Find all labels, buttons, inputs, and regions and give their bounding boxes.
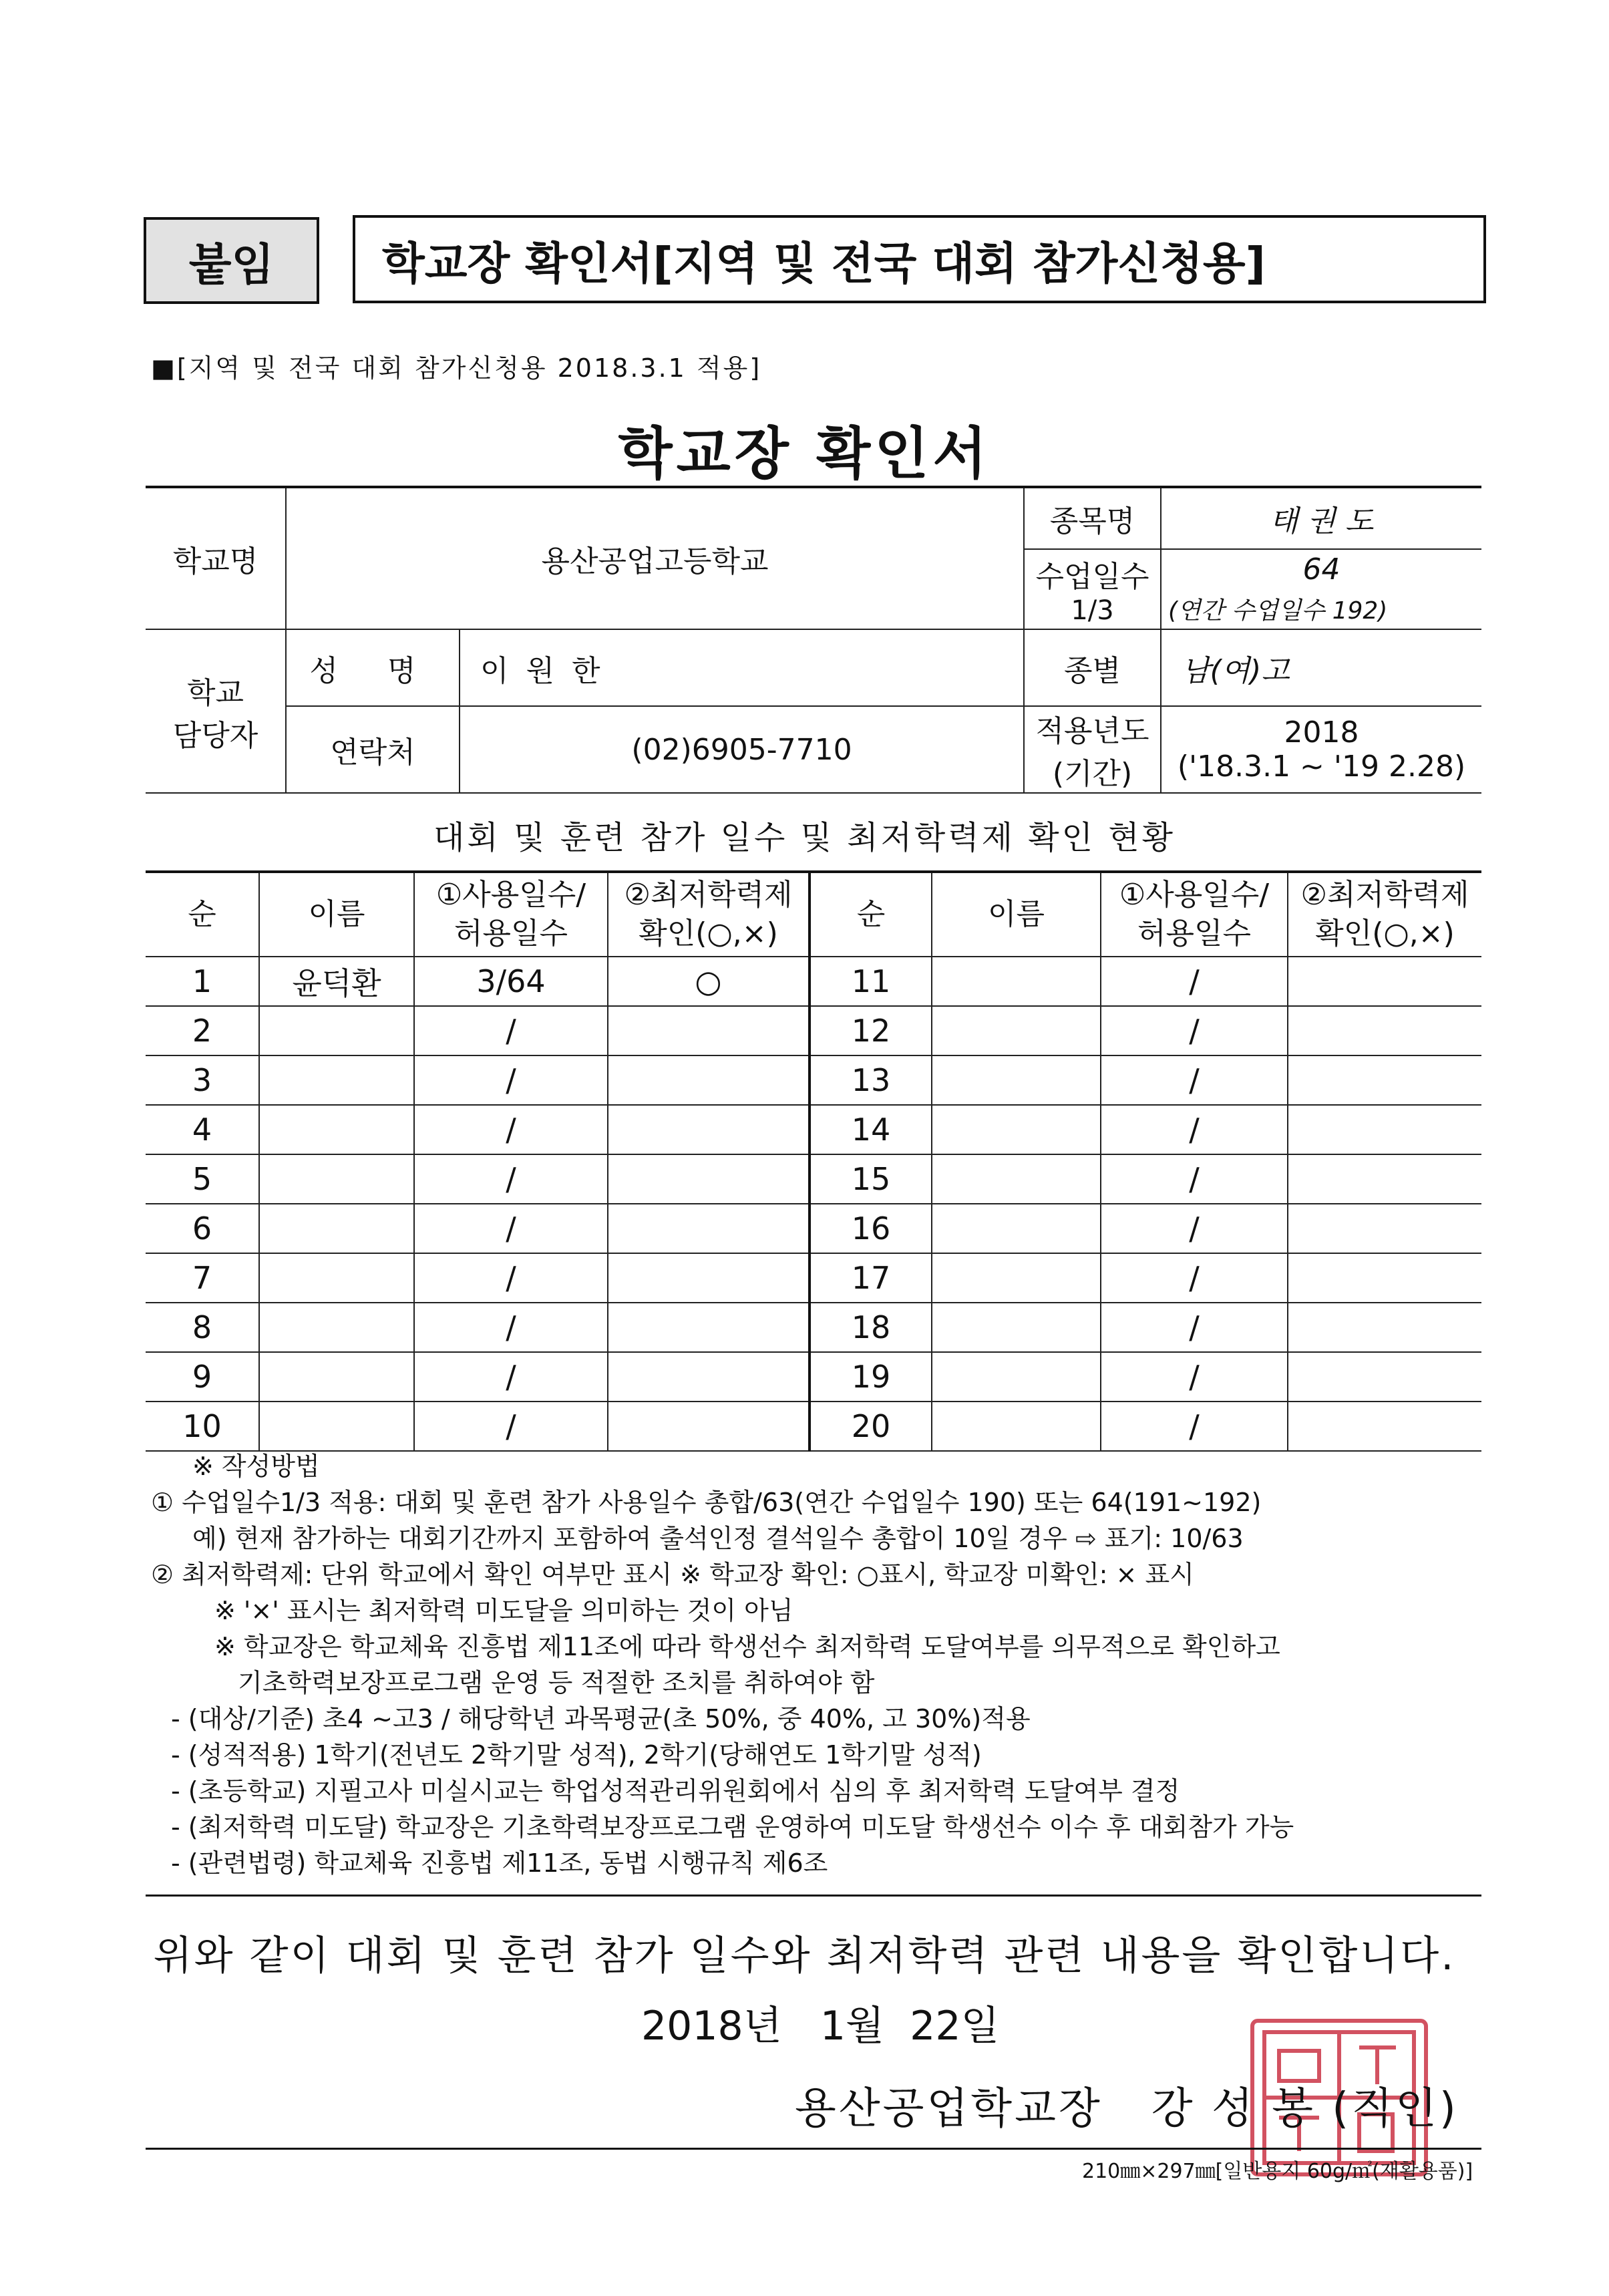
cell-days: / bbox=[1101, 1105, 1288, 1154]
cell-days: / bbox=[1101, 957, 1288, 1006]
table-row bbox=[146, 1253, 1481, 1303]
summary-title: 대회 및 훈련 참가 일수 및 최저학력제 확인 현황 bbox=[433, 819, 1176, 856]
paper-spec: 210㎜×297㎜[일반용지 60g/㎡(재활용품)] bbox=[1082, 2160, 1473, 2183]
manager-name: 이 원 한 bbox=[460, 629, 1024, 706]
cell-check bbox=[608, 1105, 810, 1154]
col-name-right: 이름 bbox=[932, 872, 1101, 957]
note-line: - (최저학력 미도달) 학교장은 기초학력보장프로그램 운영하여 미도달 학생선수 이수 후 대회참가 가능 bbox=[171, 1812, 1294, 1842]
col-days-left bbox=[414, 872, 608, 957]
cell-check bbox=[1288, 1402, 1481, 1451]
manager-label-1: 학교 bbox=[186, 675, 244, 710]
col-no-left: 순 bbox=[146, 872, 259, 957]
notes-heading: ※ 작성방법 bbox=[192, 1452, 320, 1481]
cell-name bbox=[932, 1352, 1101, 1402]
cell-days: / bbox=[414, 1402, 608, 1451]
note-line: ※ '×' 표시는 최저학력 미도달을 의미하는 것이 아님 bbox=[214, 1596, 793, 1625]
cell-name bbox=[932, 957, 1101, 1006]
cell-no: 8 bbox=[146, 1303, 259, 1352]
manager-label-2: 담당자 bbox=[172, 718, 258, 753]
class-days-fraction: 1/3 bbox=[1071, 595, 1114, 626]
table-row bbox=[146, 1105, 1481, 1154]
note-line: ※ 학교장은 학교체육 진흥법 제11조에 따라 학생선수 최저학력 도달여부를 의무적으로 확인하고 bbox=[214, 1632, 1280, 1661]
cell-name bbox=[259, 1352, 414, 1402]
name-label: 성 명 bbox=[286, 629, 460, 706]
contact-label: 연락처 bbox=[286, 706, 460, 793]
roster-body bbox=[146, 957, 1481, 1451]
cell-no: 18 bbox=[810, 1303, 932, 1352]
school-type-label: 종별 bbox=[1024, 629, 1161, 706]
cell-no: 9 bbox=[146, 1352, 259, 1402]
cell-days: / bbox=[1101, 1253, 1288, 1303]
instructions bbox=[151, 1448, 1487, 1881]
standard-note: ■[지역 및 전국 대회 참가신청용 2018.3.1 적용] bbox=[151, 353, 762, 383]
col-days-right-2: 허용일수 bbox=[1137, 917, 1251, 951]
col-min-right-1: ②최저학력제 bbox=[1300, 878, 1469, 912]
confirmation-statement: 위와 같이 대회 및 훈련 참가 일수와 최저학력 관련 내용을 확인합니다. bbox=[153, 1933, 1456, 1979]
cell-name bbox=[259, 1006, 414, 1055]
col-min-left bbox=[608, 872, 810, 957]
note-line: - (관련법령) 학교체육 진흥법 제11조, 동법 시행규칙 제6조 bbox=[171, 1848, 828, 1878]
cell-no: 10 bbox=[146, 1402, 259, 1451]
col-days-left-2: 허용일수 bbox=[454, 917, 568, 951]
cell-no: 7 bbox=[146, 1253, 259, 1303]
cell-check bbox=[1288, 1253, 1481, 1303]
cell-check bbox=[1288, 1055, 1481, 1105]
table-row bbox=[146, 1402, 1481, 1451]
class-days-label-text: 수업일수 bbox=[1035, 560, 1149, 594]
roster-table bbox=[146, 870, 1481, 1452]
table-row bbox=[146, 1303, 1481, 1352]
class-days-label bbox=[1024, 549, 1161, 629]
note-line: - (초등학교) 지필고사 미실시교는 학업성적관리위원회에서 심의 후 최저학력 도달여부 결정 bbox=[171, 1776, 1180, 1806]
table-row bbox=[146, 1204, 1481, 1253]
divider bbox=[146, 2148, 1481, 2150]
cell-no: 11 bbox=[810, 957, 932, 1006]
col-min-right-2: 확인(○,×) bbox=[1315, 917, 1455, 951]
cell-name bbox=[932, 1253, 1101, 1303]
issue-date: 2018년 1월 22일 bbox=[641, 2003, 1000, 2049]
col-min-left-1: ②최저학력제 bbox=[624, 878, 793, 912]
cell-check bbox=[608, 1055, 810, 1105]
note-line: - (성적적용) 1학기(전년도 2학기말 성적), 2학기(당해연도 1학기말 성적) bbox=[171, 1740, 982, 1770]
cell-days: / bbox=[414, 1303, 608, 1352]
attachment-tag: 붙임 bbox=[144, 217, 319, 304]
cell-check bbox=[608, 1303, 810, 1352]
cell-name bbox=[932, 1055, 1101, 1105]
contact-value: (02)6905-7710 bbox=[460, 706, 1024, 793]
cell-check bbox=[1288, 1204, 1481, 1253]
school-name: 용산공업고등학교 bbox=[286, 487, 1024, 629]
col-no-right: 순 bbox=[810, 872, 932, 957]
cell-name bbox=[932, 1154, 1101, 1204]
cell-days: / bbox=[414, 1105, 608, 1154]
manager-label bbox=[146, 629, 286, 793]
cell-no: 17 bbox=[810, 1253, 932, 1303]
cell-days: / bbox=[1101, 1352, 1288, 1402]
cell-no: 16 bbox=[810, 1204, 932, 1253]
cell-days: / bbox=[1101, 1402, 1288, 1451]
cell-days: / bbox=[1101, 1006, 1288, 1055]
cell-check: ○ bbox=[608, 957, 810, 1006]
sport-value: 태 권 도 bbox=[1161, 487, 1481, 549]
cell-no: 4 bbox=[146, 1105, 259, 1154]
col-days-left-1: ①사용일수/ bbox=[435, 878, 586, 912]
year-label-1: 적용년도 bbox=[1035, 714, 1149, 748]
year-text: 2018 bbox=[1284, 715, 1359, 750]
cell-days: / bbox=[414, 1352, 608, 1402]
period-text: ('18.3.1 ~ '19 2.28) bbox=[1177, 750, 1466, 784]
document-title: 학교장 확인서 bbox=[618, 421, 991, 486]
table-row bbox=[146, 1154, 1481, 1204]
col-days-right bbox=[1101, 872, 1288, 957]
cell-no: 13 bbox=[810, 1055, 932, 1105]
signer: 용산공업학교장 강 성 봉 (직인) bbox=[795, 2084, 1459, 2134]
cell-name bbox=[932, 1006, 1101, 1055]
col-name-left: 이름 bbox=[259, 872, 414, 957]
cell-check bbox=[608, 1154, 810, 1204]
cell-check bbox=[1288, 957, 1481, 1006]
cell-check bbox=[1288, 1303, 1481, 1352]
cell-name bbox=[259, 1204, 414, 1253]
note-line: ① 수업일수1/3 적용: 대회 및 훈련 참가 사용일수 총합/63(연간 수업일수 190) 또는 64(191~192) bbox=[151, 1488, 1262, 1517]
cell-days: / bbox=[1101, 1204, 1288, 1253]
note-line: 기초학력보장프로그램 운영 등 적절한 조치를 취하여야 함 bbox=[238, 1668, 875, 1697]
cell-check bbox=[1288, 1352, 1481, 1402]
cell-name bbox=[932, 1402, 1101, 1451]
class-days-value: 64 bbox=[1161, 549, 1481, 589]
cell-no: 5 bbox=[146, 1154, 259, 1204]
cell-days: / bbox=[414, 1006, 608, 1055]
cell-check bbox=[608, 1204, 810, 1253]
table-row bbox=[146, 957, 1481, 1006]
cell-check bbox=[608, 1253, 810, 1303]
col-min-right bbox=[1288, 872, 1481, 957]
cell-days: / bbox=[1101, 1303, 1288, 1352]
cell-check bbox=[608, 1352, 810, 1402]
school-name-label: 학교명 bbox=[146, 487, 286, 629]
cell-check bbox=[1288, 1154, 1481, 1204]
cell-check bbox=[1288, 1105, 1481, 1154]
annual-days-note: (연간 수업일수 192) bbox=[1161, 589, 1481, 629]
cell-days: / bbox=[1101, 1154, 1288, 1204]
cell-days: / bbox=[414, 1204, 608, 1253]
note-line: 예) 현재 참가하는 대회기간까지 포함하여 출석인정 결석일수 총합이 10일 경우 ⇨ 표기: 10/63 bbox=[192, 1524, 1244, 1553]
cell-no: 15 bbox=[810, 1154, 932, 1204]
cell-name bbox=[259, 1303, 414, 1352]
cell-no: 1 bbox=[146, 957, 259, 1006]
table-row bbox=[146, 1352, 1481, 1402]
divider bbox=[146, 1895, 1481, 1897]
cell-no: 14 bbox=[810, 1105, 932, 1154]
sport-label: 종목명 bbox=[1024, 487, 1161, 549]
cell-name bbox=[932, 1303, 1101, 1352]
cell-check bbox=[608, 1402, 810, 1451]
cell-name bbox=[259, 1105, 414, 1154]
cell-name bbox=[932, 1105, 1101, 1154]
table-row bbox=[146, 1055, 1481, 1105]
cell-no: 12 bbox=[810, 1006, 932, 1055]
year-label bbox=[1024, 706, 1161, 793]
cell-days: / bbox=[414, 1154, 608, 1204]
cell-name bbox=[259, 1154, 414, 1204]
header-title: 학교장 확인서[지역 및 전국 대회 참가신청용] bbox=[353, 215, 1486, 303]
cell-check bbox=[608, 1006, 810, 1055]
table-row bbox=[146, 1006, 1481, 1055]
year-label-2: (기간) bbox=[1052, 757, 1133, 791]
info-table bbox=[146, 486, 1481, 794]
col-days-right-1: ①사용일수/ bbox=[1119, 878, 1270, 912]
cell-check bbox=[1288, 1006, 1481, 1055]
note-line: ② 최저학력제: 단위 학교에서 확인 여부만 표시 ※ 학교장 확인: ○표시, 학교장 미확인: × 표시 bbox=[151, 1560, 1194, 1589]
cell-no: 6 bbox=[146, 1204, 259, 1253]
cell-name bbox=[259, 1055, 414, 1105]
cell-days: / bbox=[414, 1055, 608, 1105]
school-type: 남(여)고 bbox=[1161, 629, 1481, 706]
cell-days: 3/64 bbox=[414, 957, 608, 1006]
cell-name bbox=[932, 1204, 1101, 1253]
col-min-left-2: 확인(○,×) bbox=[639, 917, 778, 951]
cell-no: 2 bbox=[146, 1006, 259, 1055]
year-value bbox=[1161, 706, 1481, 793]
cell-days: / bbox=[414, 1253, 608, 1303]
cell-days: / bbox=[1101, 1055, 1288, 1105]
cell-no: 20 bbox=[810, 1402, 932, 1451]
cell-name bbox=[259, 1402, 414, 1451]
cell-no: 19 bbox=[810, 1352, 932, 1402]
note-line: - (대상/기준) 초4 ~고3 / 해당학년 과목평균(초 50%, 중 40%, 고 30%)적용 bbox=[171, 1704, 1031, 1734]
cell-no: 3 bbox=[146, 1055, 259, 1105]
cell-name: 윤덕환 bbox=[259, 957, 414, 1006]
cell-name bbox=[259, 1253, 414, 1303]
